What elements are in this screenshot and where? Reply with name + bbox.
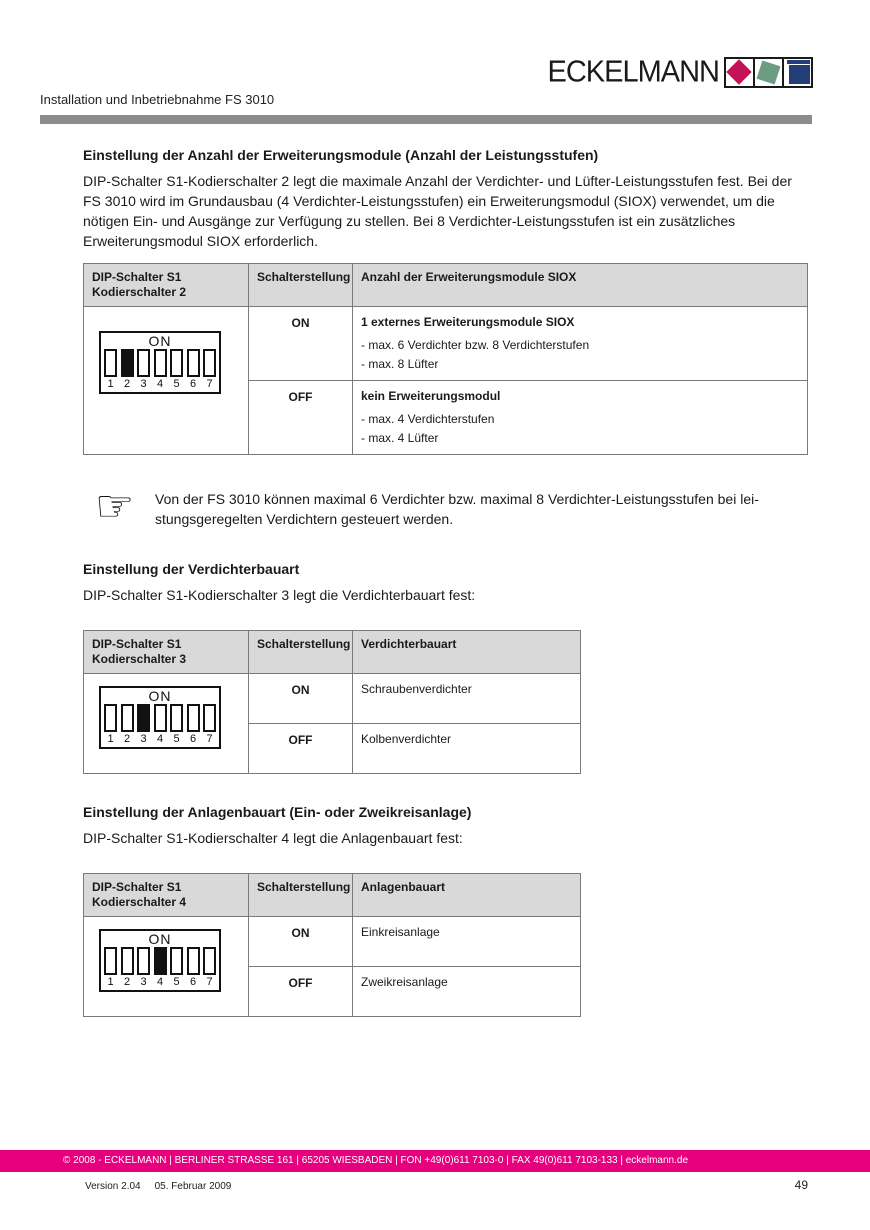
page-content — [83, 147, 809, 1017]
footer-copyright-bar — [0, 1150, 870, 1172]
dip-diagram-cell — [84, 917, 249, 1017]
blue-square — [789, 65, 810, 84]
footer-version-line — [85, 1181, 231, 1192]
dip-switch-4 — [154, 704, 167, 732]
dip-switch-7 — [203, 349, 216, 377]
dip-switch-number: 7 — [206, 733, 213, 745]
dip-switch-1 — [104, 704, 117, 732]
col-header-dip-schalter — [84, 264, 249, 307]
footer-copyright-text: © 2008 - ECKELMANN | BERLINER STRASSE 161 | 65205 WIESBADEN | FON +49(0)611 7103-0 | FAX 49(0)611 7103-133 | eckelmann.de — [63, 1155, 689, 1166]
switch-state-on: ON — [249, 674, 353, 724]
pointing-hand-icon: ☞ — [95, 482, 135, 531]
dip-switch-number: 4 — [156, 976, 164, 988]
col-header-value: Anzahl der Erweiterungsmodule SIOX — [353, 264, 808, 307]
dip-switch-number: 7 — [206, 976, 213, 988]
col-header-line: DIP-Schalter S1 — [92, 880, 182, 894]
dip-diagram-cell — [84, 674, 249, 774]
col-header-schalterstellung: Schalterstellung — [249, 631, 353, 674]
col-header-line: DIP-Schalter S1 — [92, 637, 182, 651]
row-title: Einkreisanlage — [361, 925, 440, 939]
logo-tile-green-square-icon — [753, 57, 784, 88]
row-description — [353, 307, 808, 381]
dip-switch-number: 1 — [107, 733, 114, 745]
dip-switch-1 — [104, 349, 117, 377]
table-header-row — [84, 874, 581, 917]
row-line: - max. 4 Verdichterstufen — [361, 412, 495, 426]
dip-diagram-cell — [84, 307, 249, 455]
col-header-value: Anlagenbauart — [353, 874, 581, 917]
row-line: - max. 4 Lüfter — [361, 431, 439, 445]
switch-state-off: OFF — [249, 724, 353, 774]
dip-switch-7 — [203, 947, 216, 975]
dip-switch-diagram — [99, 331, 221, 394]
dip-switch-number: 5 — [173, 378, 180, 390]
col-header-line: Kodierschalter 4 — [92, 895, 187, 909]
logo-tile-magenta-diamond-icon — [724, 57, 755, 88]
section-body-verdichterbauart: DIP-Schalter S1-Kodierschalter 3 legt die Verdichterbauart fest: — [83, 587, 476, 603]
dip-switch-number: 3 — [140, 733, 147, 745]
dip-switch-number: 6 — [189, 976, 197, 988]
magenta-square — [726, 59, 751, 84]
eckelmann-logo — [548, 56, 814, 89]
dip-table-kodierschalter-3 — [83, 630, 581, 774]
row-description — [353, 967, 581, 1017]
dip-switch-2 — [121, 947, 134, 975]
note-line: Von der FS 3010 können maximal 6 Verdichter bzw. maximal 8 Verdichter-Leistungsstufen bei lei- — [155, 491, 759, 507]
dip-switch-number: 4 — [156, 378, 164, 390]
switch-state-on: ON — [249, 307, 353, 381]
section-heading-erweiterungsmodule: Einstellung der Anzahl der Erweiterungsmodule (Anzahl der Leistungsstufen) — [83, 147, 599, 163]
row-description — [353, 381, 808, 455]
dip-switch-number: 5 — [173, 976, 180, 988]
dip-switch-number: 2 — [123, 378, 131, 390]
dip-switch-number: 6 — [189, 378, 197, 390]
switch-state-off: OFF — [249, 381, 353, 455]
dip-switch-5 — [170, 704, 183, 732]
row-line: - max. 6 Verdichter bzw. 8 Verdichterstufen — [361, 338, 590, 352]
dip-switch-number: 2 — [123, 976, 131, 988]
dip-table-kodierschalter-2 — [83, 263, 808, 455]
dip-table-kodierschalter-4 — [83, 873, 581, 1017]
row-title: Schraubenverdichter — [361, 682, 472, 696]
dip-switch-number: 7 — [206, 378, 213, 390]
section-body-anlagenbauart: DIP-Schalter S1-Kodierschalter 4 legt die Anlagenbauart fest: — [83, 830, 463, 846]
section-heading-anlagenbauart: Einstellung der Anlagenbauart (Ein- oder Zweikreisanlage) — [83, 804, 472, 820]
col-header-line: Kodierschalter 3 — [92, 652, 187, 666]
separator-bar — [40, 115, 812, 124]
dip-switch-3-active — [137, 704, 150, 732]
page-number: 49 — [794, 1178, 808, 1192]
row-title: Kolbenverdichter — [361, 732, 452, 746]
col-header-dip-schalter — [84, 631, 249, 674]
blue-bar — [787, 60, 810, 64]
row-description — [353, 917, 581, 967]
dip-switch-6 — [187, 349, 200, 377]
dip-switch-number: 3 — [140, 976, 147, 988]
dip-switch-number: 1 — [107, 378, 114, 390]
footer-version: Version 2.04 — [85, 1181, 141, 1192]
dip-numbers — [104, 378, 216, 390]
col-header-schalterstellung: Schalterstellung — [249, 874, 353, 917]
dip-switch-number: 4 — [156, 733, 164, 745]
table-header-row — [84, 631, 581, 674]
col-header-line: DIP-Schalter S1 — [92, 270, 182, 284]
switch-state-off: OFF — [249, 967, 353, 1017]
dip-switch-1 — [104, 947, 117, 975]
dip-switch-3 — [137, 947, 150, 975]
dip-numbers — [104, 976, 216, 988]
dip-switches — [104, 704, 216, 732]
dip-switch-7 — [203, 704, 216, 732]
dip-switch-number: 5 — [173, 733, 180, 745]
row-title: Zweikreisanlage — [361, 975, 448, 989]
section-heading-verdichterbauart: Einstellung der Verdichterbauart — [83, 561, 300, 577]
dip-on-label: ON — [148, 931, 172, 947]
dip-switch-number: 1 — [107, 976, 114, 988]
dip-switch-diagram — [99, 929, 221, 992]
section-body-erweiterungsmodule: DIP-Schalter S1-Kodierschalter 2 legt die maximale Anzahl der Verdichter- und Lüfter-Leistungsstufen fest. Bei der FS 3010 wird im Grundausbau (4 Verdichter-Leistungsstufen) ein Erweiterungsmodul (SIOX) verwendet, um die nötigen Ein- und Ausgänge zur Verfügung zu stellen. Bei 8 Verdichter-Leistungsstufen ist ein zusätzliches Erweiterungsmodul SIOX erforderlich. — [83, 173, 792, 249]
dip-switch-3 — [137, 349, 150, 377]
dip-switch-number: 6 — [189, 733, 197, 745]
note-text — [155, 487, 759, 529]
dip-on-label: ON — [148, 333, 172, 349]
logo-tile-blue-square-icon — [782, 57, 813, 88]
row-title: kein Erweiterungsmodul — [361, 389, 501, 403]
dip-switches — [104, 947, 216, 975]
note-box — [83, 482, 809, 531]
dip-switch-6 — [187, 704, 200, 732]
footer-date: 05. Februar 2009 — [154, 1181, 232, 1192]
col-header-value: Verdichterbauart — [353, 631, 581, 674]
dip-switch-number: 2 — [123, 733, 131, 745]
green-square — [757, 61, 781, 85]
dip-switch-6 — [187, 947, 200, 975]
row-description — [353, 674, 581, 724]
col-header-line: Kodierschalter 2 — [92, 285, 187, 299]
col-header-schalterstellung: Schalterstellung — [249, 264, 353, 307]
dip-switch-5 — [170, 349, 183, 377]
table-row-on — [84, 307, 808, 381]
note-line: stungsgeregelten Verdichtern gesteuert werden. — [155, 511, 454, 527]
table-row-on — [84, 917, 581, 967]
row-line: - max. 8 Lüfter — [361, 357, 439, 371]
dip-switch-4 — [154, 349, 167, 377]
row-description — [353, 724, 581, 774]
logo-tiles — [726, 57, 813, 88]
dip-switch-number: 3 — [140, 378, 147, 390]
logo-text: ECKELMANN — [547, 55, 719, 89]
dip-numbers — [104, 733, 216, 745]
dip-switches — [104, 349, 216, 377]
dip-switch-4-active — [154, 947, 167, 975]
switch-state-on: ON — [249, 917, 353, 967]
dip-switch-2 — [121, 704, 134, 732]
table-header-row — [84, 264, 808, 307]
dip-on-label: ON — [148, 688, 172, 704]
row-title: 1 externes Erweiterungsmodule SIOX — [361, 315, 575, 329]
table-row-on — [84, 674, 581, 724]
dip-switch-5 — [170, 947, 183, 975]
dip-switch-2-active — [121, 349, 134, 377]
col-header-dip-schalter — [84, 874, 249, 917]
running-header-title: Installation und Inbetriebnahme FS 3010 — [40, 92, 275, 107]
dip-switch-diagram — [99, 686, 221, 749]
